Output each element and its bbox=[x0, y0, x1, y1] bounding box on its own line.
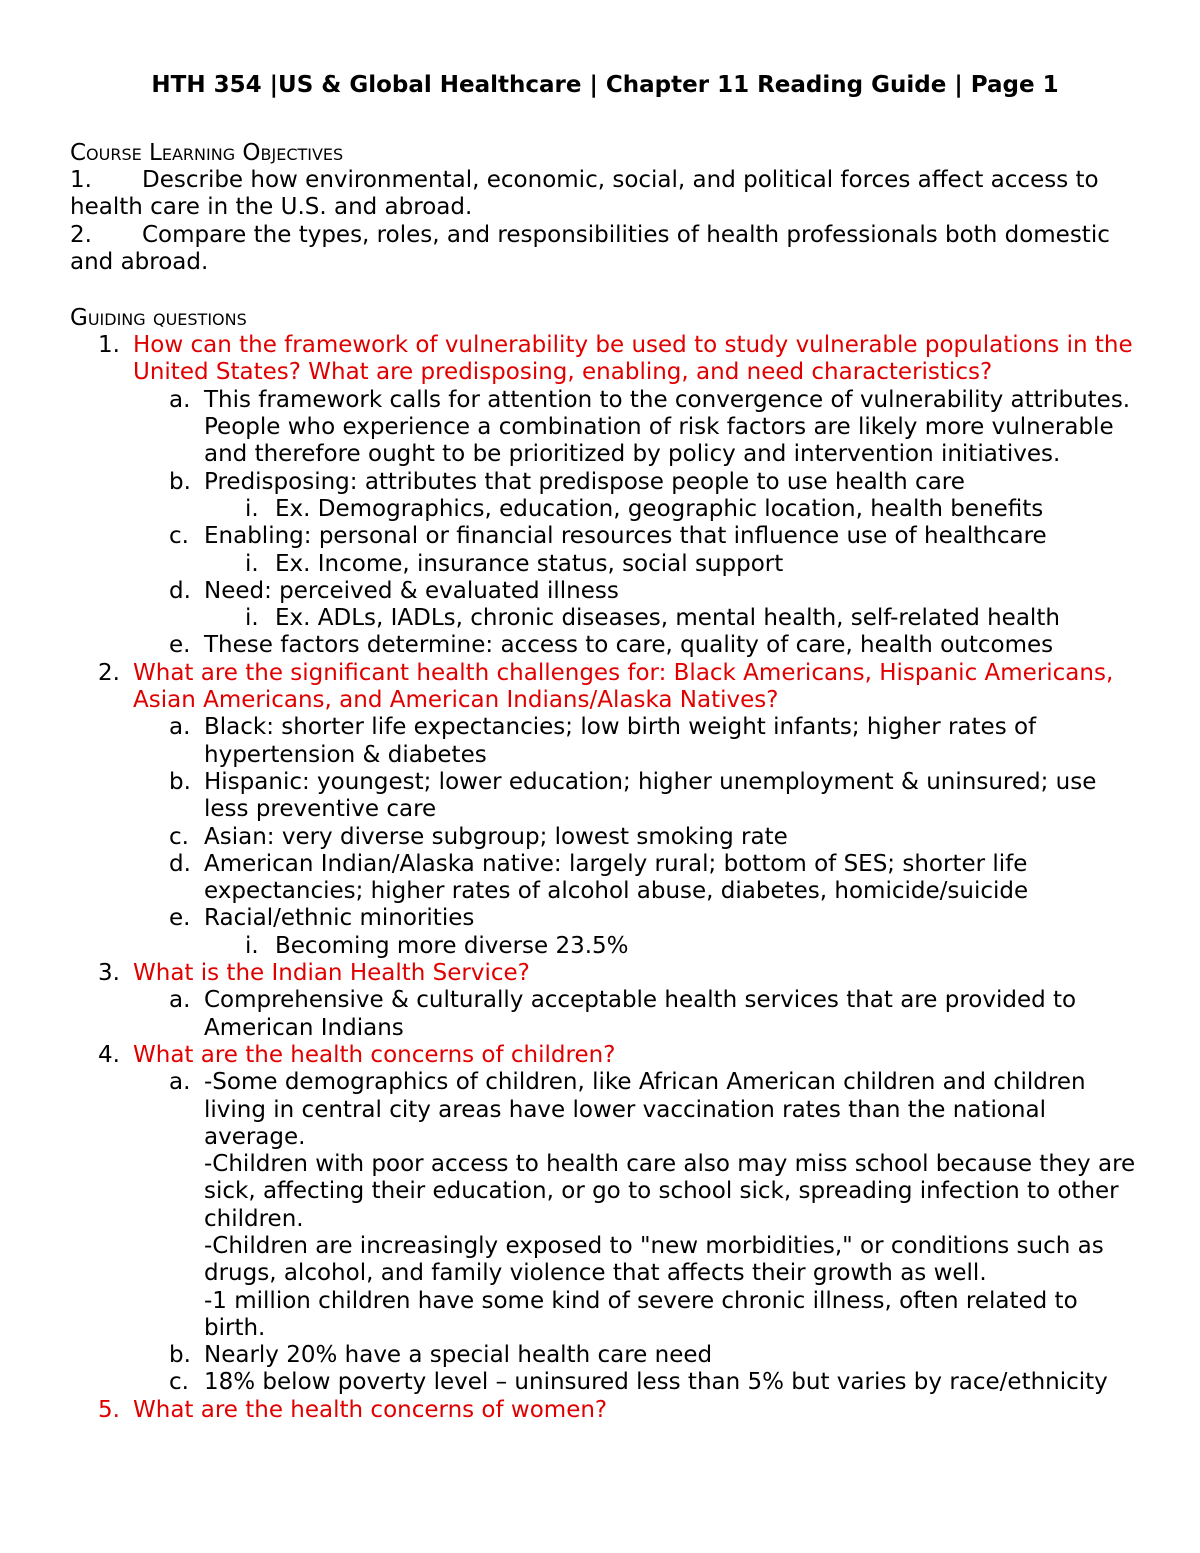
answer-item bbox=[133, 632, 1140, 659]
document-page bbox=[70, 70, 1140, 1424]
answer-text: Enabling: personal or financial resources that influence use of healthcare bbox=[204, 523, 1047, 550]
example-item bbox=[204, 496, 1140, 523]
guiding-questions-heading: Guiding questions bbox=[70, 305, 247, 332]
answer-letter: b. bbox=[169, 768, 191, 795]
example-item bbox=[204, 551, 1140, 578]
objective-number: 2. bbox=[70, 221, 92, 248]
question-item bbox=[70, 960, 1140, 1042]
answer-item bbox=[133, 987, 1140, 1042]
question-item bbox=[70, 332, 1140, 660]
question-number: 2. bbox=[98, 659, 120, 686]
question-item bbox=[70, 1397, 1140, 1424]
question-text: What are the significant health challenges for: Black Americans, Hispanic Americans, Asian Americans, and American Indians/Alaska Natives? bbox=[133, 659, 1114, 714]
question-text: What are the health concerns of women? bbox=[133, 1396, 608, 1423]
answer-text: Hispanic: youngest; lower education; higher unemployment & uninsured; use less preventive care bbox=[204, 768, 1097, 823]
answer-text: This framework calls for attention to the convergence of vulnerability attributes. People who experience a combination of risk factors are likely more vulnerable and therefore ought to be prioritized by policy and intervention initiatives. bbox=[204, 386, 1131, 468]
answer-letter: c. bbox=[169, 523, 189, 550]
answer-text: 18% below poverty level – uninsured less than 5% but varies by race/ethnicity bbox=[204, 1369, 1108, 1396]
answer-item bbox=[133, 469, 1140, 524]
question-text: What are the health concerns of children? bbox=[133, 1041, 616, 1068]
answer-item bbox=[133, 905, 1140, 960]
objectives-heading: Course Learning Objectives bbox=[70, 140, 344, 166]
question-text: How can the framework of vulnerability be used to study vulnerable populations in the United States? What are predisposing, enabling, and need characteristics? bbox=[133, 332, 1133, 386]
answer-text: Asian: very diverse subgroup; lowest smoking rate bbox=[204, 823, 788, 850]
example-text: Ex. Income, insurance status, social support bbox=[275, 550, 784, 577]
answer-text: Comprehensive & culturally acceptable health services that are provided to American Indians bbox=[204, 987, 1077, 1041]
answer-letter: d. bbox=[169, 850, 191, 877]
objective-text: Describe how environmental, economic, social, and political forces affect access to health care in the U.S. and abroad. bbox=[70, 167, 1099, 221]
answer-text: American Indian/Alaska native: largely rural; bottom of SES; shorter life expectancies; higher rates of alcohol abuse, diabetes, homicide/suicide bbox=[204, 850, 1029, 905]
objective-number: 1. bbox=[70, 167, 92, 193]
answer-text: -Children with poor access to health care also may miss school because they are sick, affecting their education, or go to school sick, spreading infection to other children. bbox=[204, 1151, 1136, 1232]
answer-text: -Some demographics of children, like African American children and children living in central city areas have lower vaccination rates than the national average. bbox=[204, 1069, 1086, 1150]
answer-item bbox=[133, 578, 1140, 633]
answer-text: Black: shorter life expectancies; low birth weight infants; higher rates of hypertension & diabetes bbox=[204, 714, 1037, 768]
answer-list bbox=[133, 987, 1140, 1042]
answer-text: -Children are increasingly exposed to "new morbidities," or conditions such as drugs, alcohol, and family violence that affects their growth as well. bbox=[204, 1232, 1104, 1287]
example-list bbox=[204, 496, 1140, 523]
page-title: HTH 354 |US & Global Healthcare | Chapter 11 Reading Guide | Page 1 bbox=[151, 72, 1059, 98]
example-numeral: i. bbox=[245, 495, 259, 522]
answer-text: Need: perceived & evaluated illness bbox=[204, 577, 619, 604]
question-number: 3. bbox=[98, 960, 120, 987]
example-item bbox=[204, 933, 1140, 960]
answer-item bbox=[133, 523, 1140, 578]
answer-letter: a. bbox=[169, 1069, 191, 1096]
answer-letter: c. bbox=[169, 823, 189, 850]
question-item bbox=[70, 660, 1140, 960]
objective-text: Compare the types, roles, and responsibilities of health professionals both domestic and abroad. bbox=[70, 221, 1110, 275]
example-text: Ex. ADLs, IADLs, chronic diseases, mental health, self-related health bbox=[275, 605, 1060, 632]
example-numeral: i. bbox=[245, 605, 259, 632]
guiding-questions-list bbox=[70, 332, 1140, 1424]
answer-item bbox=[133, 769, 1140, 824]
answer-item bbox=[133, 1069, 1140, 1342]
example-item bbox=[204, 605, 1140, 632]
example-text: Becoming more diverse 23.5% bbox=[275, 932, 629, 959]
answer-letter: c. bbox=[169, 1369, 189, 1396]
answer-text: Predisposing: attributes that predispose people to use health care bbox=[204, 468, 965, 495]
answer-item bbox=[133, 824, 1140, 851]
example-numeral: i. bbox=[245, 550, 259, 577]
example-list bbox=[204, 933, 1140, 960]
answer-list bbox=[133, 1069, 1140, 1397]
section-spacer bbox=[70, 276, 1140, 305]
answer-item bbox=[133, 387, 1140, 469]
answer-list bbox=[133, 387, 1140, 660]
answer-text: -1 million children have some kind of severe chronic illness, often related to birth. bbox=[204, 1287, 1078, 1341]
answer-text: Nearly 20% have a special health care need bbox=[204, 1342, 713, 1369]
answer-item bbox=[133, 1342, 1140, 1369]
answer-item bbox=[133, 714, 1140, 769]
answer-letter: d. bbox=[169, 577, 191, 604]
answer-letter: a. bbox=[169, 987, 191, 1014]
objective-item bbox=[70, 222, 1140, 277]
answer-text: Racial/ethnic minorities bbox=[204, 905, 475, 932]
answer-item bbox=[133, 1369, 1140, 1396]
answer-letter: e. bbox=[169, 632, 191, 659]
answer-list bbox=[133, 714, 1140, 960]
question-number: 4. bbox=[98, 1041, 120, 1068]
answer-letter: e. bbox=[169, 905, 191, 932]
answer-letter: a. bbox=[169, 386, 191, 413]
example-list bbox=[204, 605, 1140, 632]
question-number: 5. bbox=[98, 1396, 120, 1423]
example-list bbox=[204, 551, 1140, 578]
objectives-list bbox=[70, 167, 1140, 276]
example-text: Ex. Demographics, education, geographic location, health benefits bbox=[275, 495, 1044, 522]
answer-letter: a. bbox=[169, 714, 191, 741]
answer-letter: b. bbox=[169, 1342, 191, 1369]
objective-item bbox=[70, 167, 1140, 222]
question-item bbox=[70, 1042, 1140, 1397]
answer-letter: b. bbox=[169, 468, 191, 495]
answer-item bbox=[133, 851, 1140, 906]
example-numeral: i. bbox=[245, 932, 259, 959]
question-number: 1. bbox=[98, 332, 120, 359]
question-text: What is the Indian Health Service? bbox=[133, 960, 530, 987]
answer-text: These factors determine: access to care, quality of care, health outcomes bbox=[204, 632, 1054, 659]
